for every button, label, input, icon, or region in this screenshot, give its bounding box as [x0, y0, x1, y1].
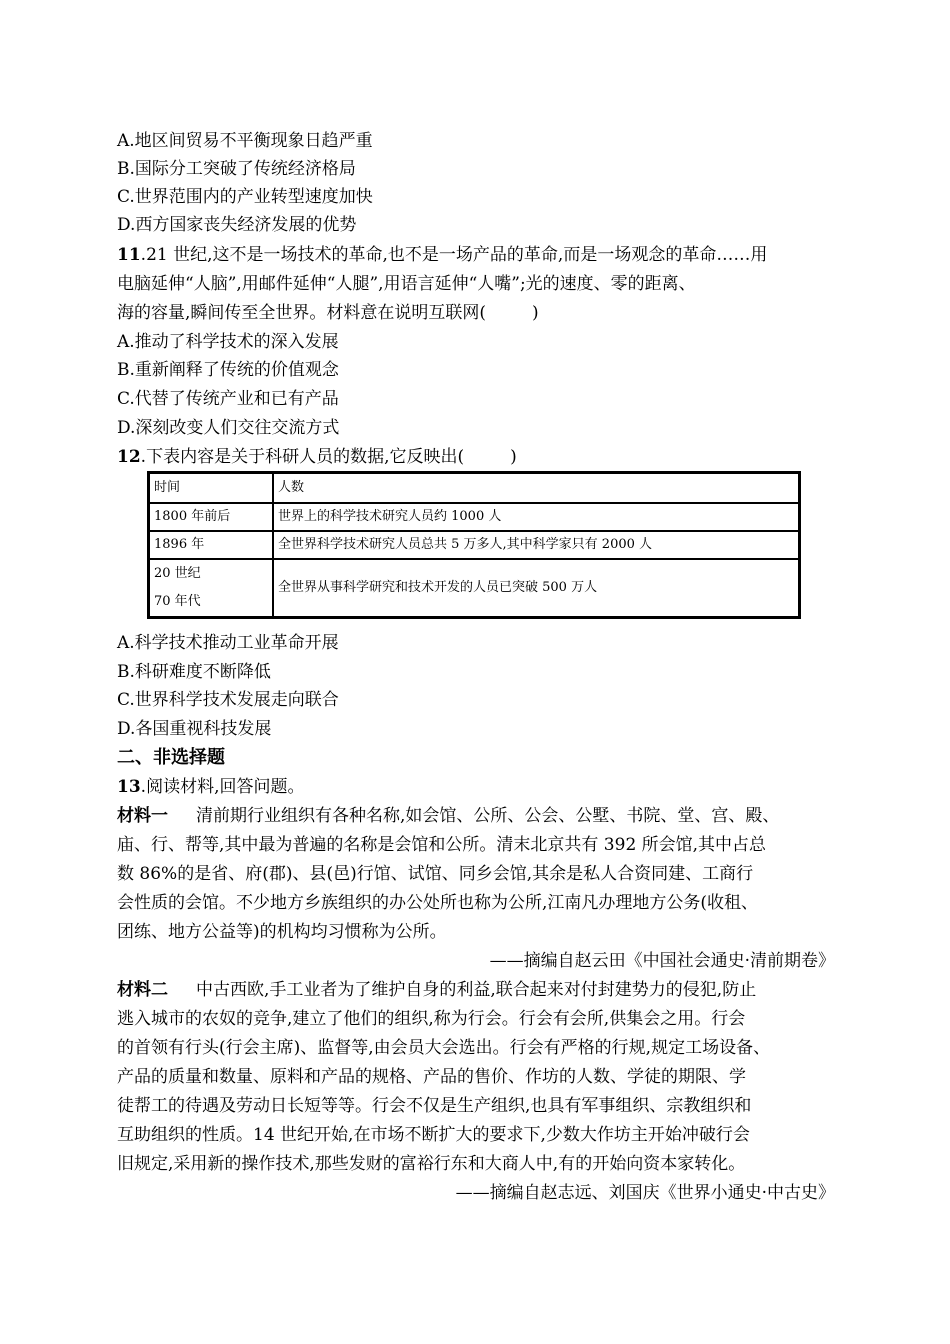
material1-line-1: [117, 805, 835, 827]
q11-stem-line-2: 电脑延伸“人脑”,用邮件延伸“人腿”,用语言延伸“人嘴”;光的速度、零的距离、: [117, 274, 696, 294]
table-row: [149, 503, 800, 531]
q13-number: 13: [117, 777, 141, 797]
material2-line-5: 徒帮工的待遇及劳动日长短等等。行会不仅是生产组织,也具有军事组织、宗教组织和: [117, 1096, 752, 1116]
table-header-time: 时间: [149, 473, 274, 504]
table-header-row: [149, 473, 800, 504]
table-cell-time: 1800 年前后: [149, 503, 274, 531]
material1-text: 清前期行业组织有各种名称,如会馆、公所、公会、公墅、书院、堂、宫、殿、: [196, 806, 780, 826]
q11-stem-text: .21 世纪,这不是一场技术的革命,也不是一场产品的革命,而是一场观念的革命……用: [140, 245, 768, 265]
paren-close: ): [532, 303, 539, 323]
q11-stem-text-3: 海的容量,瞬间传至全世界。材料意在说明互联网(: [117, 303, 487, 323]
material2-line-6: 互助组织的性质。14 世纪开始,在市场不断扩大的要求下,少数大作坊主开始冲破行会: [117, 1125, 750, 1145]
table-header-count: 人数: [273, 473, 800, 504]
material2-text: 中古西欧,手工业者为了维护自身的利益,联合起来对付封建势力的侵犯,防止: [196, 980, 757, 1000]
q10-option-c: C.世界范围内的产业转型速度加快: [117, 187, 373, 207]
material2-line-2: 逃入城市的农奴的竞争,建立了他们的组织,称为行会。行会有会所,供集会之用。行会: [117, 1009, 746, 1029]
material2-line-3: 的首领有行头(行会主席)、监督等,由会员大会选出。行会有严格的行规,规定工场设备、: [117, 1038, 771, 1058]
q10-option-a: A.地区间贸易不平衡现象日趋严重: [117, 131, 373, 151]
section-title: 二、非选择题: [117, 747, 225, 768]
q11-number: 11: [117, 245, 141, 265]
table-row: [149, 559, 800, 618]
q12-option-b: B.科研难度不断降低: [117, 662, 271, 682]
material2-line-7: 旧规定,采用新的操作技术,那些发财的富裕行东和大商人中,有的开始向资本家转化。: [117, 1154, 746, 1174]
q11-stem-line-1: [117, 244, 835, 266]
material2-line-4: 产品的质量和数量、原料和产品的规格、产品的售价、作坊的人数、学徒的期限、学: [117, 1067, 746, 1087]
table-cell-count: 世界上的科学技术研究人员约 1000 人: [273, 503, 800, 531]
q11-option-c: C.代替了传统产业和已有产品: [117, 389, 339, 409]
q13-stem-text: .阅读材料,回答问题。: [140, 777, 305, 797]
material1-line-3: 数 86%的是省、府(郡)、县(邑)行馆、试馆、同乡会馆,其余是私人合资同建、工商行: [117, 864, 754, 884]
q11-option-b: B.重新阐释了传统的价值观念: [117, 360, 339, 380]
material1-line-2: 庙、行、帮等,其中最为普遍的名称是会馆和公所。清末北京共有 392 所会馆,其中占总: [117, 835, 767, 855]
table-row: [149, 531, 800, 559]
q11-option-d: D.深刻改变人们交往交流方式: [117, 418, 340, 438]
q11-option-a: A.推动了科学技术的深入发展: [117, 332, 339, 352]
q12-option-c: C.世界科学技术发展走向联合: [117, 690, 339, 710]
material2-source: ——摘编自赵志远、刘国庆《世界小通史·中古史》: [455, 1183, 835, 1203]
material1-line-4: 会性质的会馆。不少地方乡族组织的办公处所也称为公所,江南凡办理地方公务(收租、: [117, 893, 759, 913]
q10-option-d: D.西方国家丧失经济发展的优势: [117, 215, 357, 235]
table-cell-time-line-2: 70 年代: [154, 594, 201, 609]
q11-stem-line-3: [117, 302, 835, 324]
table-cell-count: 全世界科学技术研究人员总共 5 万多人,其中科学家只有 2000 人: [273, 531, 800, 559]
q12-number: 12: [117, 447, 141, 467]
q10-option-b: B.国际分工突破了传统经济格局: [117, 159, 356, 179]
table-cell-time: 1896 年: [149, 531, 274, 559]
q13-stem: [117, 776, 835, 798]
q12-stem: [117, 446, 835, 468]
table-cell-time-line-1: 20 世纪: [154, 566, 201, 581]
q12-stem-text: .下表内容是关于科研人员的数据,它反映出(: [140, 447, 465, 467]
material1-source: ——摘编自赵云田《中国社会通史·清前期卷》: [489, 951, 835, 971]
q12-option-d: D.各国重视科技发展: [117, 719, 272, 739]
material2-line-1: [117, 979, 835, 1001]
research-personnel-table: [147, 471, 801, 619]
table-cell-count: 全世界从事科学研究和技术开发的人员已突破 500 万人: [273, 559, 800, 618]
material2-label: 材料二: [117, 980, 168, 1000]
material1-label: 材料一: [117, 806, 168, 826]
material1-line-5: 团练、地方公益等)的机构均习惯称为公所。: [117, 922, 447, 942]
paren-close: ): [510, 447, 517, 467]
table-cell-time: [149, 559, 274, 618]
q12-option-a: A.科学技术推动工业革命开展: [117, 633, 339, 653]
